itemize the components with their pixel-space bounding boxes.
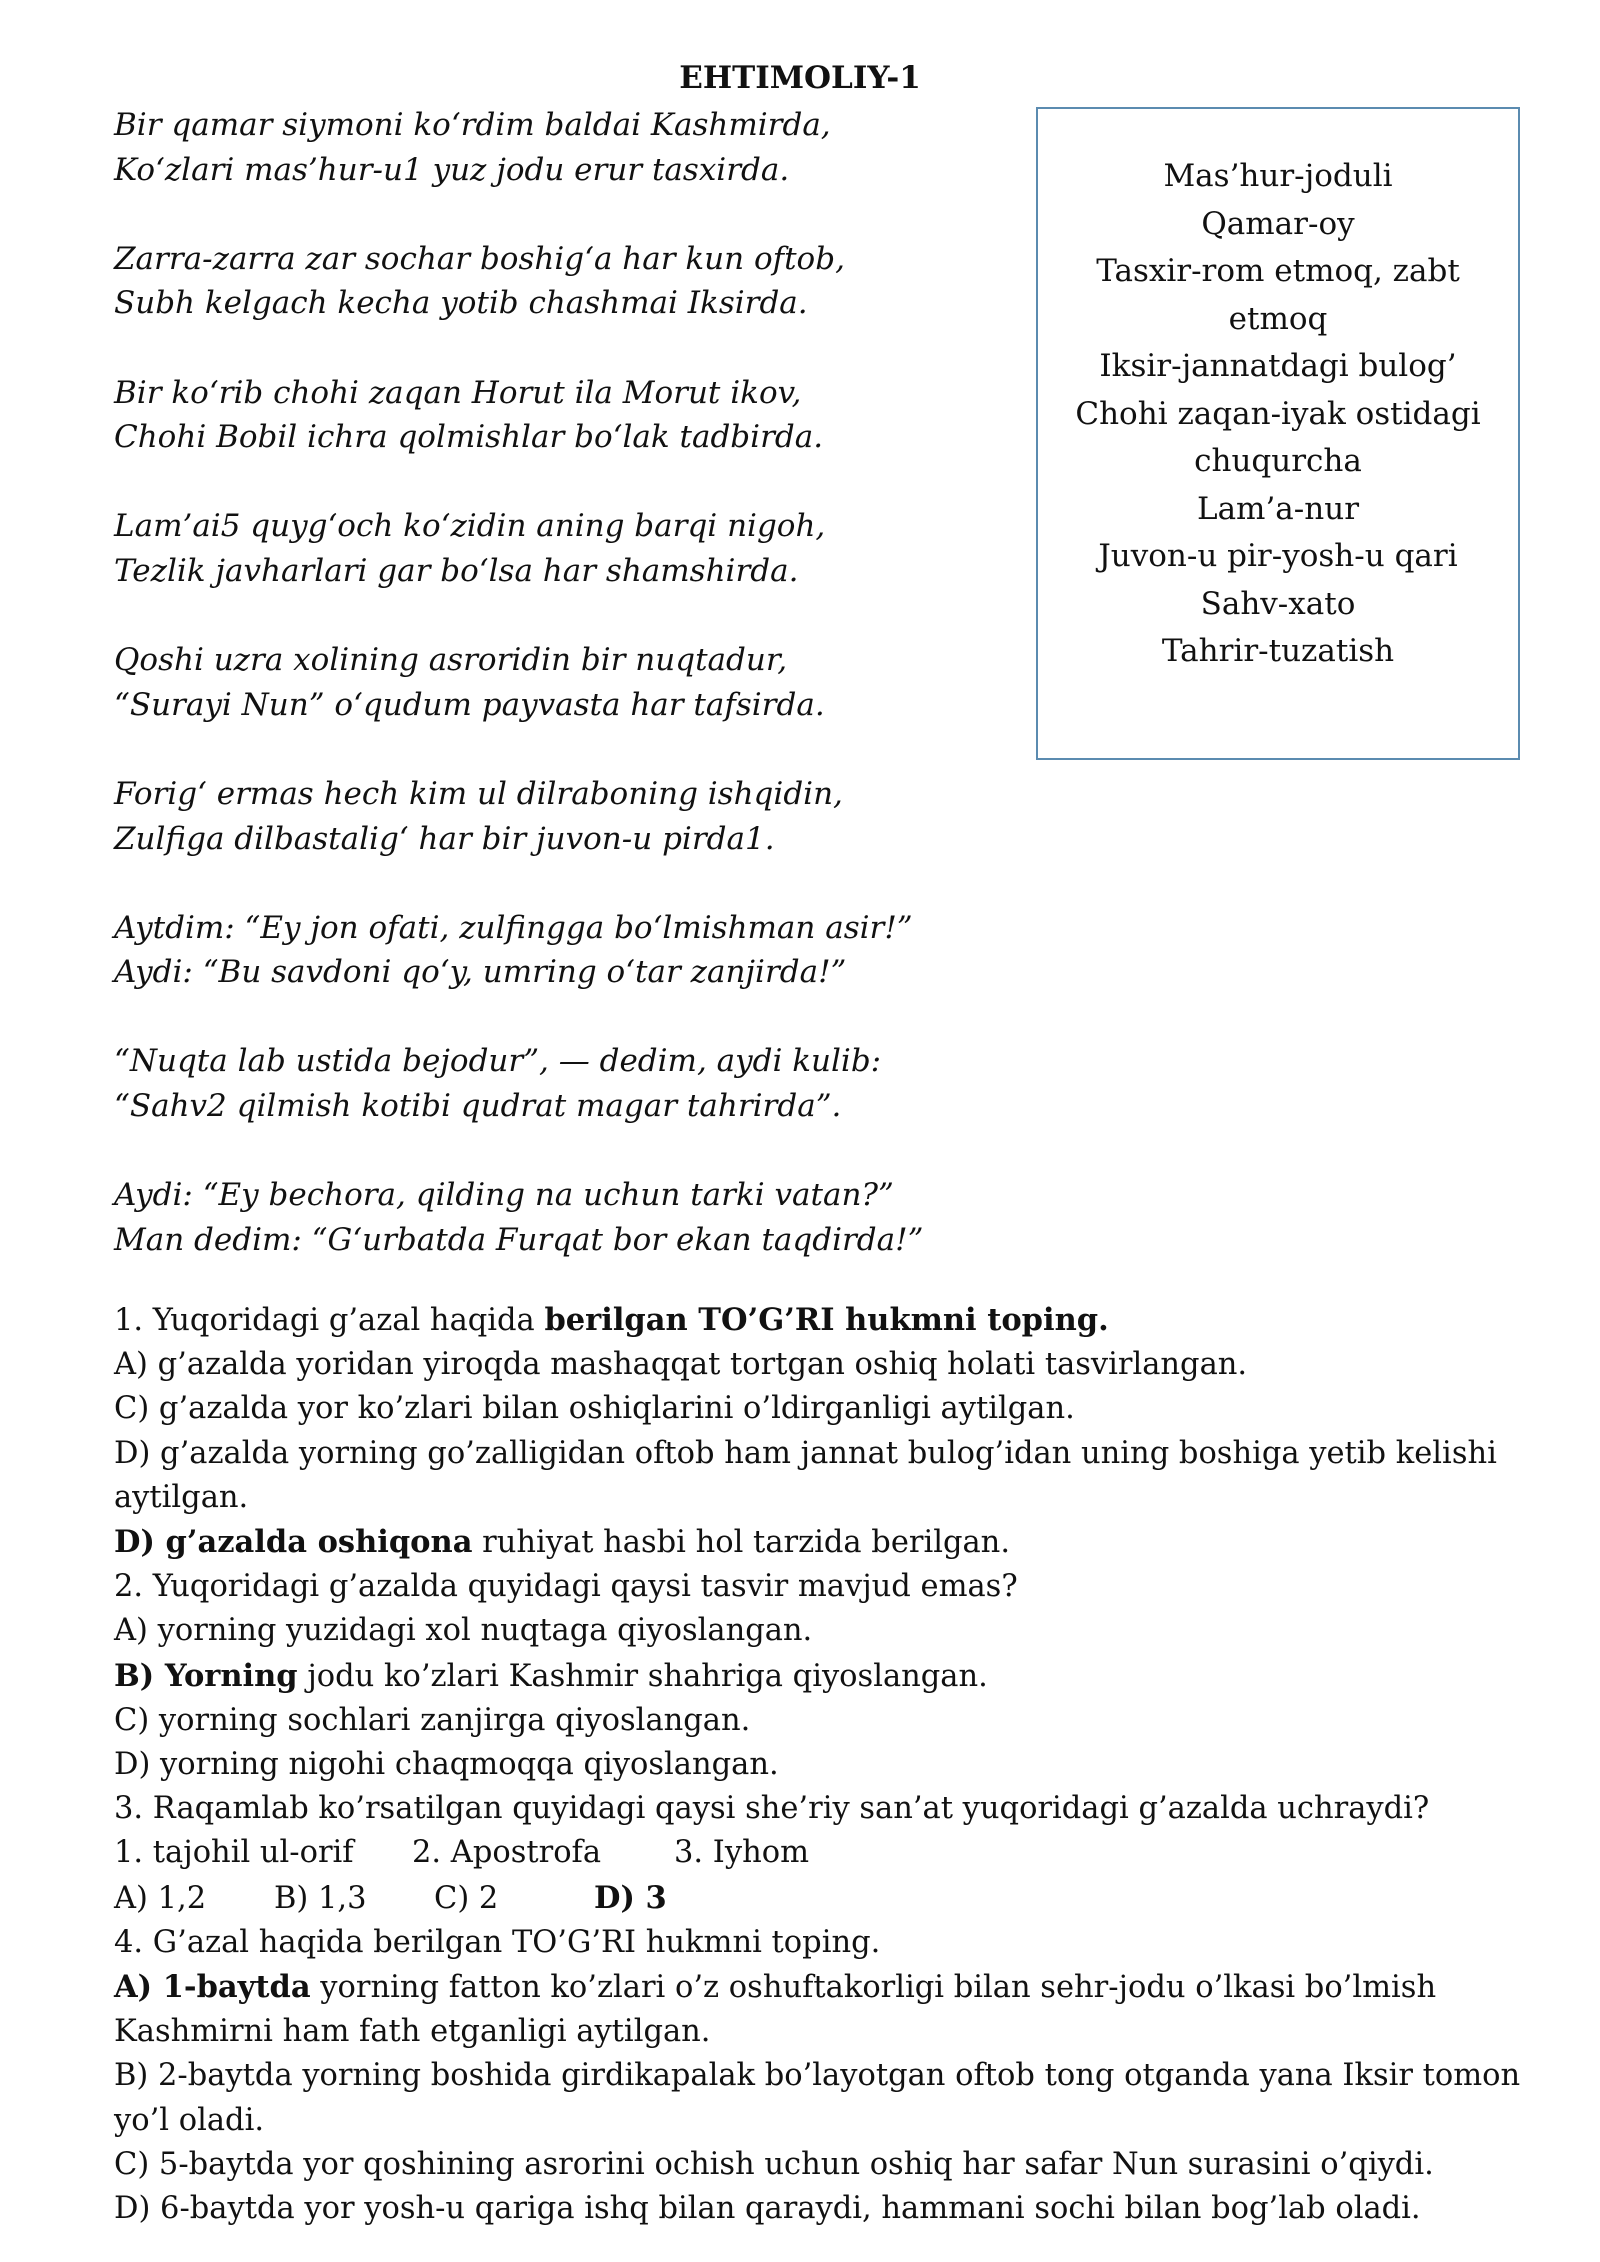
glossary-entry: etmoq bbox=[1228, 300, 1328, 337]
answer-text: ruhiyat hasbi hol tarzida berilgan. bbox=[472, 1525, 1011, 1561]
answer-option-continued: Kashmirni ham fath etganligi aytilgan. bbox=[114, 2014, 711, 2050]
poem-line: Chohi Bobil ichra qolmishlar bo‘lak tadbirda. bbox=[114, 419, 824, 456]
poem-line: Aydi: “Bu savdoni qo‘y, umring o‘tar zanjirda!” bbox=[114, 954, 847, 991]
glossary-entry: Tasxir-rom etmoq, zabt bbox=[1096, 253, 1460, 289]
answer-option: A) yorning yuzidagi xol nuqtaga qiyoslangan. bbox=[114, 1613, 813, 1649]
answer-option-correct bbox=[114, 1520, 1514, 1565]
answer-option: C) yorning sochlari zanjirga qiyoslangan. bbox=[114, 1702, 751, 1738]
answer-text: jodu ko’zlari Kashmir shahriga qiyoslangan. bbox=[297, 1658, 988, 1694]
item: 1. tajohil ul-orif bbox=[114, 1835, 354, 1871]
item: 3. Iyhom bbox=[674, 1835, 810, 1871]
answer-option: D) 6-baytda yor yosh-u qariga ishq bilan qaraydi, hammani sochi bilan bog’lab oladi. bbox=[114, 2191, 1421, 2227]
answer-option: D) g’azalda yorning go’zalligidan oftob ham jannat bulog’idan uning boshiga yetib kelishi bbox=[114, 1435, 1497, 1471]
glossary-entry: Chohi zaqan-iyak ostidagi bbox=[1075, 395, 1481, 432]
answer-option-continued: aytilgan. bbox=[114, 1479, 249, 1515]
question-4: 4. G’azal haqida berilgan TO’G’RI hukmni toping. bbox=[114, 1924, 881, 1960]
glossary-entry: chuqurcha bbox=[1194, 443, 1362, 479]
answer-option-continued: yo’l oladi. bbox=[114, 2102, 265, 2138]
stanza bbox=[114, 1039, 1014, 1128]
glossary-box bbox=[1036, 107, 1520, 760]
glossary-entry: Juvon-u pir-yosh-u qari bbox=[1098, 538, 1458, 574]
answer-option: A) 1,2 bbox=[114, 1880, 207, 1916]
answer-option: B) 1,3 bbox=[274, 1880, 367, 1916]
question-3-items bbox=[114, 1831, 1514, 1875]
item: 2. Apostrofa bbox=[412, 1835, 602, 1871]
glossary-entry: Lam’a-nur bbox=[1196, 490, 1360, 527]
poem-line: “Nuqta lab ustida bejodur”, — dedim, aydi kulib: bbox=[114, 1043, 882, 1080]
question-3: 3. Raqamlab ko’rsatilgan quyidagi qaysi she’riy san’at yuqoridagi g’azalda uchraydi? bbox=[114, 1791, 1430, 1827]
poem-line: Aydi: “Ey bechora, qilding na uchun tarki vatan?” bbox=[114, 1177, 894, 1214]
glossary-entry: Sahv-xato bbox=[1200, 585, 1356, 622]
stanza bbox=[114, 1173, 1014, 1262]
stanza bbox=[114, 772, 1014, 861]
question-3-options bbox=[114, 1876, 1514, 1921]
glossary-entry: Tahrir-tuzatish bbox=[1161, 633, 1395, 669]
stanza bbox=[114, 103, 1014, 192]
answer-emphasis: A) 1-baytda bbox=[114, 1969, 311, 2006]
poem-line: Lam’ai5 quyg‘och ko‘zidin aning barqi nigoh, bbox=[114, 508, 826, 545]
glossary-entry: Iksir-jannatdagi bulog’ bbox=[1099, 348, 1457, 384]
poem-line: Subh kelgach kecha yotib chashmai Iksirda. bbox=[114, 285, 808, 322]
poem-line: Ko‘zlari mas’hur-u1 yuz jodu erur tasxirda. bbox=[114, 151, 790, 188]
answer-option: C) 2 bbox=[434, 1880, 499, 1916]
quiz-section bbox=[114, 1298, 1521, 2231]
poem-line: Bir ko‘rib chohi zaqan Horut ila Morut ikov, bbox=[114, 374, 802, 411]
answer-option-correct bbox=[114, 1965, 1514, 2010]
glossary-entry: Mas’hur-joduli bbox=[1163, 158, 1393, 194]
poem-line: Man dedim: “G‘urbatda Furqat bor ekan taqdirda!” bbox=[114, 1221, 924, 1258]
stanza bbox=[114, 371, 1014, 460]
answer-option-correct: D) 3 bbox=[594, 1879, 667, 1916]
answer-option: D) yorning nigohi chaqmoqqa qiyoslangan. bbox=[114, 1747, 779, 1783]
answer-option: C) g’azalda yor ko’zlari bilan oshiqlarini o’ldirganligi aytilgan. bbox=[114, 1391, 1075, 1427]
page-title: EHTIMOLIY-1 bbox=[679, 60, 921, 96]
poem-line: “Sahv2 qilmish kotibi qudrat magar tahrirda”. bbox=[114, 1088, 842, 1125]
answer-option: C) 5-baytda yor qoshining asrorini ochish uchun oshiq har safar Nun surasini o’qiydi. bbox=[114, 2146, 1434, 2182]
stanza bbox=[114, 237, 1014, 326]
answer-text: yorning fatton ko’zlari o’z oshuftakorligi bilan sehr-jodu o’lkasi bo’lmish bbox=[310, 1970, 1437, 2006]
poem-line: Forig‘ ermas hech kim ul dilraboning ishqidin, bbox=[114, 775, 843, 812]
glossary-entry: Qamar-oy bbox=[1201, 205, 1355, 242]
answer-option-correct bbox=[114, 1654, 1514, 1699]
answer-option: A) g’azalda yoridan yiroqda mashaqqat tortgan oshiq holati tasvirlangan. bbox=[114, 1347, 1248, 1383]
poem bbox=[114, 103, 1014, 1262]
question-2: 2. Yuqoridagi g’azalda quyidagi qaysi tasvir mavjud emas? bbox=[114, 1569, 1018, 1605]
stanza bbox=[114, 638, 1014, 727]
question-emphasis: berilgan TO’G’RI hukmni toping. bbox=[544, 1302, 1109, 1338]
answer-emphasis: D) g’azalda oshiqona bbox=[114, 1524, 473, 1561]
answer-emphasis: B) Yorning bbox=[114, 1657, 298, 1694]
poem-line: Aytdim: “Ey jon ofati, zulfingga bo‘lmishman asir!” bbox=[114, 909, 913, 946]
poem-line: Bir qamar siymoni ko‘rdim baldai Kashmirda, bbox=[114, 107, 831, 143]
poem-line: Tezlik javharlari gar bo‘lsa har shamshirda. bbox=[114, 552, 799, 589]
question-1 bbox=[114, 1298, 1514, 1343]
poem-line: Zulfiga dilbastalig‘ har bir juvon-u pirda1. bbox=[114, 820, 775, 857]
stanza bbox=[114, 504, 1014, 593]
poem-line: “Surayi Nun” o‘qudum payvasta har tafsirda. bbox=[114, 686, 825, 723]
stanza bbox=[114, 906, 1014, 995]
question-text: 1. Yuqoridagi g’azal haqida bbox=[114, 1303, 545, 1338]
poem-line: Zarra-zarra zar sochar boshig‘a har kun oftob, bbox=[114, 240, 845, 277]
answer-option: B) 2-baytda yorning boshida girdikapalak bo’layotgan oftob tong otganda yana Iksir tomon bbox=[114, 2058, 1521, 2094]
poem-line: Qoshi uzra xolining asroridin bir nuqtadur, bbox=[114, 642, 788, 679]
